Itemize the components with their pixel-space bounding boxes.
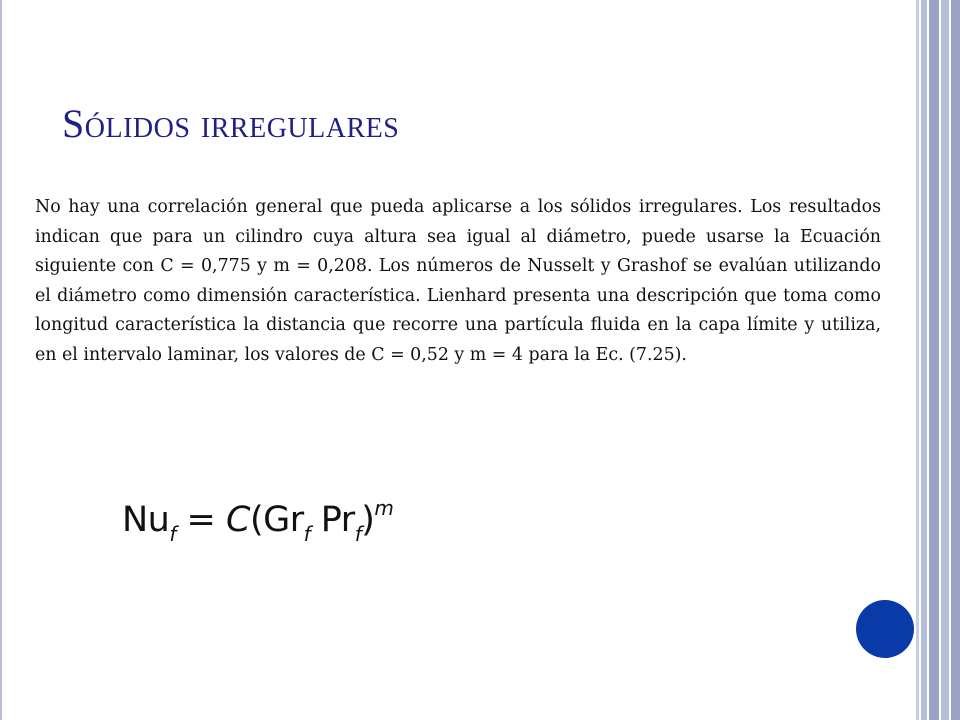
right-decorative-bars: [916, 0, 960, 720]
nusselt-formula: [122, 496, 394, 546]
formula-pr: Pr: [310, 500, 355, 540]
formula-open: (Gr: [249, 500, 304, 540]
decorative-bar: [941, 0, 949, 720]
decorative-circle: [856, 600, 914, 658]
body-paragraph: No hay una correlación general que pueda aplicarse a los sólidos irregulares. Los resultados indican que para un cilindro cuya altura sea igual al diámetro, puede usarse la Ecuación siguiente con C = 0,775 y m = 0,208. Los números de Nusselt y Grashof se evalúan utilizando el diámetro como dimensión característica. Lienhard presenta una descripción que toma como longitud característica la distancia que recorre una partícula fluida en la capa límite y utiliza, en el intervalo laminar, los valores de C = 0,52 y m = 4 para la Ec. (7.25).: [35, 197, 881, 365]
formula-lhs-subscript: f: [169, 522, 176, 546]
decorative-bar: [951, 0, 960, 720]
formula-lhs: Nu: [122, 500, 170, 540]
left-border-line: [0, 0, 2, 720]
formula-gr-subscript: f: [303, 522, 311, 546]
formula-close: ): [361, 500, 375, 540]
decorative-bar: [916, 0, 919, 720]
decorative-bar: [921, 0, 927, 720]
slide-title: Sólidos irregulares: [62, 101, 400, 146]
formula-coefficient: C: [226, 500, 250, 540]
formula-equals: =: [175, 500, 226, 540]
decorative-bar: [929, 0, 939, 720]
formula-pr-subscript: f: [354, 522, 362, 546]
formula-exponent: m: [374, 496, 394, 520]
